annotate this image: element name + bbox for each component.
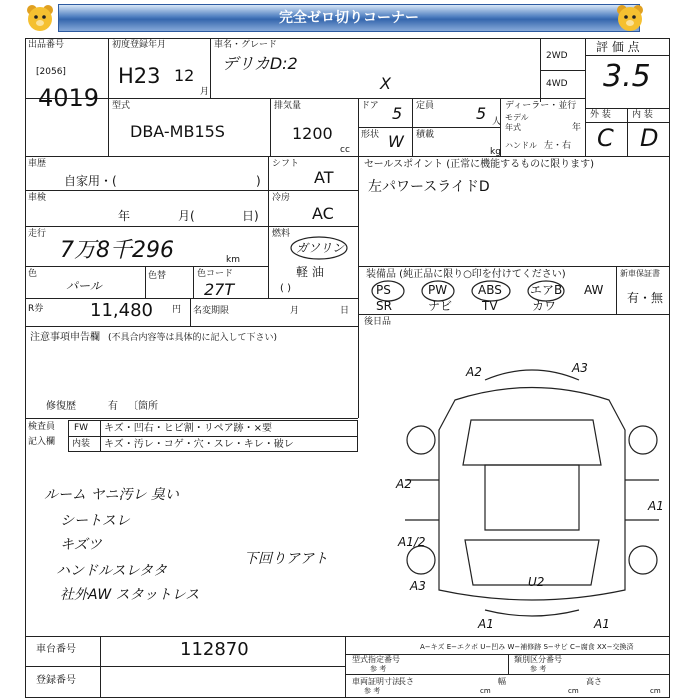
color-code-value: 27T [204, 280, 235, 299]
chassis-no-label: 車台番号 [36, 644, 76, 655]
yen-unit: 円 [172, 305, 182, 315]
note-line: キズツ [60, 537, 102, 553]
grade: X [380, 74, 391, 93]
capacity-label: 定員 [416, 101, 435, 111]
doors-value: 5 [392, 104, 403, 123]
lot-sub-number: [2056] [36, 67, 66, 77]
width-label: 幅 [498, 677, 506, 686]
sales-point-value: 左パワースライドD [368, 179, 490, 195]
damage-legend: A−キズ E−エクボ U−凹み W−補修跡 S−サビ C−腐食 XX−交換済 [420, 643, 634, 651]
2wd-label: 2WD [546, 51, 568, 61]
name-change-month: 月 [290, 306, 300, 316]
ref-label-1: 参 考 [370, 665, 387, 673]
reg-month: 12 [174, 66, 195, 85]
chassis-no-value: 112870 [180, 639, 249, 660]
delivery-label: 後日品 [364, 317, 392, 327]
fuel-label: 燃料 [272, 229, 291, 239]
r-ticket-value: 11,480 [90, 300, 153, 321]
lot-no-label: 出品番号 [28, 40, 65, 50]
equip-navi: ナビ [428, 299, 453, 313]
note-line: ルーム ヤニ汚レ 臭い [44, 487, 179, 503]
bear-mascot-left-icon [25, 3, 55, 33]
capacity-unit: 人 [492, 117, 502, 127]
interior-grade: D [640, 124, 659, 152]
note-line: 社外AW スタットレス [60, 587, 200, 603]
equip-leather: カワ [532, 299, 557, 313]
car-name-label: 車名・グレード [214, 40, 278, 50]
model-cert-label: 型式指定番号 [352, 655, 400, 664]
inspection-year: 年 [118, 209, 131, 223]
inner-options: キズ・汚レ・コゲ・穴・スレ・キレ・破レ [104, 439, 294, 450]
equip-aw: AW [584, 283, 604, 297]
cm-unit-1: cm [480, 687, 491, 695]
new-warranty-label: 新車保証書 [620, 269, 660, 278]
equip-abs: ABS [478, 283, 502, 297]
color-label: 色 [28, 269, 38, 279]
car-cert-label: 車両証明寸法 [352, 677, 400, 686]
fw-options: キズ・凹右・ヒビ割・リペア跡・×要 [104, 423, 272, 434]
entry-label: 記入欄 [28, 437, 56, 447]
damage-mark: A2 [466, 365, 482, 379]
cm-unit-3: cm [650, 687, 661, 695]
repair-value: 有 [108, 401, 118, 412]
inspection-label: 車検 [28, 193, 47, 203]
capacity-value: 5 [476, 104, 487, 123]
ref-label-3: 参 考 [364, 687, 381, 695]
notes-sublabel: (不具合内容等は具体的に記入して下さい) [108, 333, 278, 343]
equipment-circle-marks [366, 278, 576, 304]
ac-value: AC [312, 204, 334, 223]
ac-label: 冷房 [272, 193, 291, 203]
fuel-circle-mark [288, 234, 350, 262]
length-label: 長さ [398, 677, 414, 686]
rating-label: 評 価 点 [596, 40, 640, 54]
year-label: 年式 [505, 123, 521, 132]
km-unit: km [226, 255, 240, 265]
displacement-label: 排気量 [274, 101, 302, 111]
car-name: デリカD:2 [222, 54, 298, 73]
year-unit: 年 [572, 123, 582, 133]
history-value: 自家用・( [64, 174, 117, 188]
reg-month-unit: 月 [200, 87, 210, 97]
load-label: 積載 [416, 130, 435, 140]
displacement-value: 1200 [292, 124, 333, 143]
model-label: 型式 [112, 101, 131, 111]
history-label: 車歴 [28, 159, 47, 169]
equip-sr: SR [376, 299, 392, 313]
handle-label: ハンドル [505, 141, 537, 150]
damage-mark: A2 [396, 477, 412, 491]
warranty-value: 有・無 [627, 291, 664, 305]
height-label: 高さ [586, 677, 602, 686]
color-change-label: 色替 [148, 271, 167, 281]
exterior-label: 外 装 [590, 110, 611, 120]
doors-label: ドア [361, 101, 379, 111]
repair-label: 修復歴 [46, 401, 76, 412]
equip-pw: PW [428, 283, 448, 297]
fw-label: FW [74, 423, 89, 433]
inner-label: 内装 [72, 439, 91, 449]
side-note: 下回りアアト [244, 551, 328, 567]
kg-unit: kg [490, 147, 501, 157]
bear-mascot-right-icon [615, 3, 645, 33]
damage-mark: A3 [572, 361, 588, 375]
fuel-value: ガソリン [296, 241, 345, 255]
color-code-label: 色コード [197, 269, 234, 279]
model-value: DBA-MB15S [130, 122, 225, 141]
sales-point-label: セールスポイント (正常に機能するものに限ります) [364, 159, 595, 170]
shift-value: AT [314, 168, 334, 187]
damage-mark: A1 [594, 617, 610, 631]
cc-unit: cc [340, 145, 350, 155]
equipment-label: 装備品 (純正品に限り○印を付けてください) [366, 269, 566, 280]
reg-no-label: 登録番号 [36, 675, 76, 686]
mileage-label: 走行 [28, 229, 47, 239]
notes-label: 注意事項申告欄 [30, 332, 100, 343]
exterior-grade: C [597, 124, 614, 152]
inspection-month: 月( [178, 209, 195, 223]
page-title: 完全ゼロ切りコーナー [58, 4, 640, 32]
lot-number: 4019 [38, 84, 100, 112]
damage-mark: A3 [410, 579, 426, 593]
inspector-label: 検査員 [28, 422, 56, 432]
interior-label: 内 装 [632, 110, 653, 120]
ref-label-2: 参 考 [530, 665, 547, 673]
mileage-value: 7万8千296 [60, 238, 174, 263]
repair-part: 〔箇所 [128, 401, 158, 412]
fuel-alt: 軽 油 [296, 265, 324, 279]
note-line: ハンドルスレタタ [56, 563, 168, 579]
dealer-label: ディーラー・並行 [505, 101, 577, 111]
shift-label: シフト [272, 159, 300, 169]
equip-tv: TV [482, 299, 498, 313]
first-reg-label: 初度登録年月 [112, 40, 167, 50]
model-year-label: モデル [505, 113, 529, 122]
handle-lr: 左・右 [544, 141, 572, 151]
damage-mark: A1 [648, 499, 664, 513]
shape-label: 形状 [361, 130, 380, 140]
4wd-label: 4WD [546, 79, 568, 89]
name-change-day: 日 [340, 306, 350, 316]
fuel-paren: ( ) [280, 283, 291, 294]
category-label: 類別区分番号 [514, 655, 562, 664]
color-value: パール [66, 279, 102, 293]
era-year: H23 [118, 64, 161, 88]
name-change-label: 名変期限 [193, 306, 230, 316]
r-ticket-label: R券 [28, 304, 44, 314]
note-line: シートスレ [60, 513, 130, 529]
rating-value: 3.5 [603, 59, 651, 94]
damage-mark: A1 [478, 617, 494, 631]
equip-ps: PS [376, 283, 391, 297]
equip-airbag: エアB [530, 283, 563, 297]
shape-value: W [388, 132, 404, 151]
damage-mark: U2 [528, 575, 545, 589]
damage-mark: A1/2 [398, 535, 426, 549]
history-close: ) [256, 174, 261, 188]
cm-unit-2: cm [568, 687, 579, 695]
inspection-day: 日) [242, 209, 259, 223]
